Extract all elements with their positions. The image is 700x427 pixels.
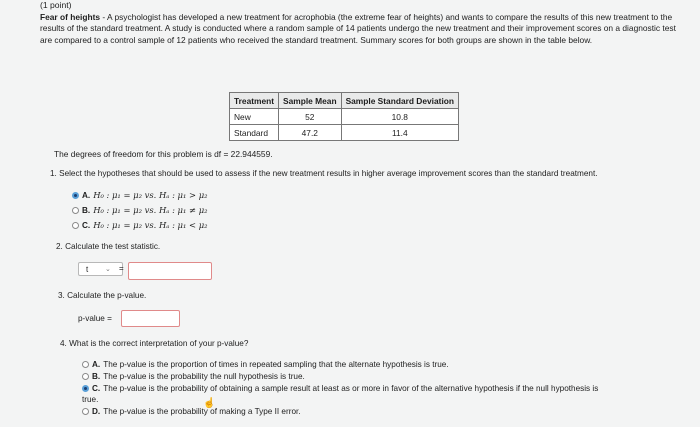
points-label: (1 point) — [40, 0, 72, 10]
select-value: t — [86, 265, 89, 274]
table-row — [230, 125, 459, 141]
q4-option-a[interactable] — [82, 360, 449, 369]
chevron-down-icon: ⌄ — [105, 266, 111, 273]
option-letter: A. — [82, 190, 91, 200]
q4-option-c[interactable] — [82, 384, 598, 393]
problem-text: - A psychologist has developed a new treatment for acrophobia (the extreme fear of heights) and wants to compare the results of this new treatment to the results of the standard treatment. A study is conducted where a random sample of 14 patients undergo the new treatment and their improvement scores on a diagnostic test are compared to a control sample of 12 patients who received the standard treatment. Summary scores for both groups are shown in the table below. — [40, 12, 676, 45]
equals-sign: = — [119, 264, 124, 273]
p-value-input[interactable] — [121, 310, 180, 327]
radio-selected-icon[interactable] — [72, 192, 79, 199]
problem-intro — [40, 12, 680, 46]
table-cell: 52 — [279, 109, 342, 125]
table-row — [230, 109, 459, 125]
option-letter: C. — [82, 220, 91, 230]
degrees-of-freedom: The degrees of freedom for this problem is df = 22.944559. — [54, 149, 273, 159]
cursor-icon: ☝ — [203, 398, 216, 409]
table-header-cell: Sample Standard Deviation — [341, 93, 458, 109]
statistic-select[interactable] — [78, 262, 123, 276]
table-cell: 47.2 — [279, 125, 342, 141]
option-letter: D. — [92, 407, 101, 416]
question-3-text: 3. Calculate the p-value. — [58, 291, 147, 300]
summary-table — [229, 92, 459, 141]
table-cell: Standard — [230, 125, 279, 141]
question-4-text: 4. What is the correct interpretation of your p-value? — [60, 339, 249, 348]
option-text: H₀ : μ₁ = μ₂ vs. Hₐ : μ₁ ≠ μ₂ — [93, 205, 208, 215]
radio-icon[interactable] — [82, 408, 89, 415]
option-text: H₀ : μ₁ = μ₂ vs. Hₐ : μ₁ > μ₂ — [93, 190, 208, 200]
q1-option-a[interactable] — [72, 190, 208, 200]
option-text: The p-value is the proportion of times in repeated sampling that the alternate hypothesis is true. — [103, 360, 449, 369]
table-cell: 11.4 — [341, 125, 458, 141]
table-cell: New — [230, 109, 279, 125]
q1-option-c[interactable] — [72, 220, 208, 230]
option-text-continued: true. — [82, 395, 99, 404]
radio-icon[interactable] — [82, 361, 89, 368]
option-text: The p-value is the probability of obtaining a sample result at least as or more in favor of the alternative hypothesis if the null hypothesis is — [103, 384, 599, 393]
radio-selected-icon[interactable] — [82, 385, 89, 392]
table-header-cell: Sample Mean — [279, 93, 342, 109]
option-text: H₀ : μ₁ = μ₂ vs. Hₐ : μ₁ < μ₂ — [93, 220, 208, 230]
option-text: The p-value is the probability the null hypothesis is true. — [103, 372, 305, 381]
q4-option-d[interactable] — [82, 407, 301, 416]
option-letter: A. — [92, 360, 101, 369]
q4-option-b[interactable] — [82, 372, 305, 381]
radio-icon[interactable] — [72, 222, 79, 229]
radio-icon[interactable] — [72, 207, 79, 214]
radio-icon[interactable] — [82, 373, 89, 380]
option-letter: C. — [92, 384, 101, 393]
problem-title: Fear of heights — [40, 12, 101, 22]
table-header-row — [230, 93, 459, 109]
option-text: The p-value is the probability of making a Type II error. — [103, 407, 301, 416]
q1-option-b[interactable] — [72, 205, 208, 215]
question-2-text: 2. Calculate the test statistic. — [56, 242, 161, 251]
table-header-cell: Treatment — [230, 93, 279, 109]
option-letter: B. — [82, 205, 91, 215]
option-letter: B. — [92, 372, 101, 381]
question-1-text: 1. Select the hypotheses that should be used to assess if the new treatment results in higher average improvement scores than the standard treatment. — [50, 169, 598, 178]
p-value-label: p-value = — [78, 314, 112, 323]
table-cell: 10.8 — [341, 109, 458, 125]
test-statistic-input[interactable] — [128, 262, 212, 280]
